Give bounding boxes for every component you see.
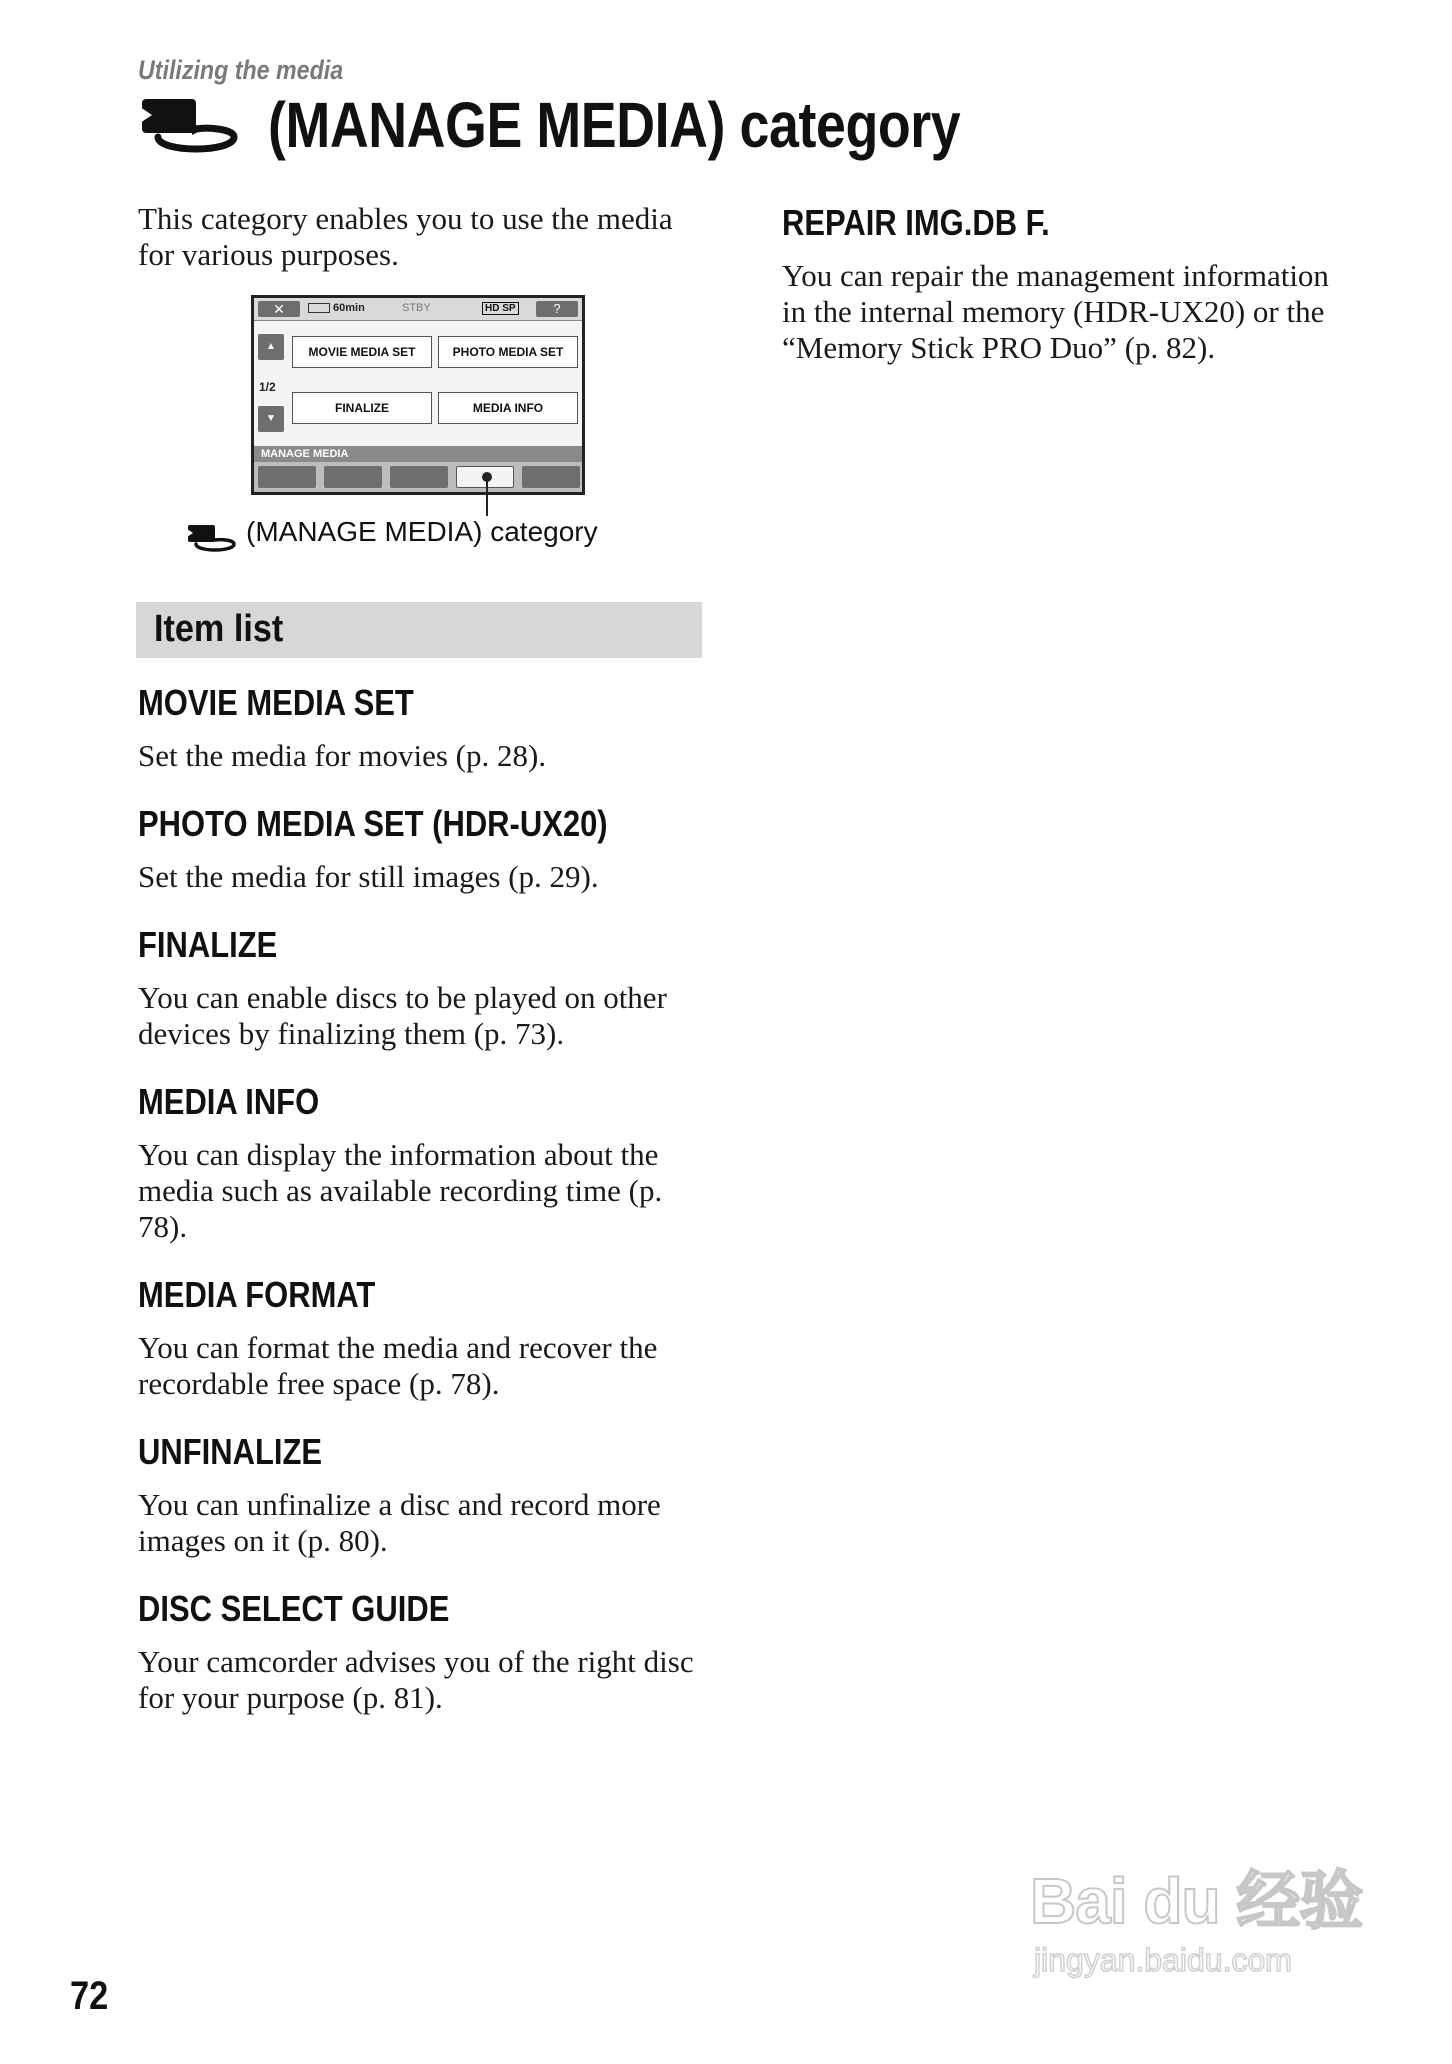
section-label: Utilizing the media xyxy=(138,55,344,85)
watermark-url: jingyan.baidu.com xyxy=(1034,1942,1292,1978)
battery-icon xyxy=(308,303,330,313)
item-text: Set the media for movies (p. 28). xyxy=(138,738,547,773)
lcd-screen xyxy=(251,295,585,495)
item-list-title: Item list xyxy=(154,608,284,650)
category-tabs xyxy=(254,462,582,492)
screen-top-bar xyxy=(254,298,582,321)
screen-caption: (MANAGE MEDIA) category xyxy=(246,516,598,547)
item-heading: PHOTO MEDIA SET (HDR-UX20) xyxy=(138,803,608,844)
item-heading: REPAIR IMG.DB F. xyxy=(782,202,1050,243)
watermark-logo: Bai du 经验 xyxy=(1030,1865,1363,1937)
manage-media-icon xyxy=(138,93,242,157)
watermark xyxy=(1030,1850,1362,1979)
item-text: Set the media for still images (p. 29). xyxy=(138,859,599,894)
item-text: You can enable discs to be played on other devices by finalizing them (p. 73). xyxy=(138,980,667,1051)
page-title: (MANAGE MEDIA) category xyxy=(268,89,961,161)
page-title-row xyxy=(138,88,1092,162)
intro-text: This category enables you to use the media for various purposes. xyxy=(138,201,673,272)
page-number: 72 xyxy=(70,1974,109,2018)
manage-media-icon-small xyxy=(186,522,238,554)
close-button[interactable]: ✕ xyxy=(258,301,300,317)
page-indicator: 1/2 xyxy=(259,380,276,394)
item-text: Your camcorder advises you of the right disc for your purpose (p. 81). xyxy=(138,1644,694,1715)
item-text: You can display the information about the media such as available recording time (p. 78). xyxy=(138,1137,663,1244)
camera-tab-icon[interactable] xyxy=(258,466,316,488)
item-text: You can unfinalize a disc and record more images on it (p. 80). xyxy=(138,1487,661,1558)
scroll-up-button[interactable]: ▲ xyxy=(258,334,284,360)
item-text: You can repair the management information in the internal memory (HDR-UX20) or the “Memory Stick PRO Duo” (p. 82). xyxy=(782,258,1329,365)
status-text: STBY xyxy=(402,302,431,314)
callout-dot xyxy=(482,472,492,482)
settings-tab-icon[interactable] xyxy=(522,466,580,488)
category-bar: MANAGE MEDIA xyxy=(254,446,582,462)
callout-line xyxy=(486,476,488,516)
quality-badge: HD SP xyxy=(482,302,519,315)
item-heading: MOVIE MEDIA SET xyxy=(138,682,414,723)
photo-media-set-button[interactable]: PHOTO MEDIA SET xyxy=(438,336,578,368)
edit-tab-icon[interactable] xyxy=(390,466,448,488)
help-button[interactable]: ? xyxy=(536,301,578,317)
finalize-button[interactable]: FINALIZE xyxy=(292,392,432,424)
item-heading: MEDIA INFO xyxy=(138,1081,320,1122)
item-text: You can format the media and recover the recordable free space (p. 78). xyxy=(138,1330,658,1401)
item-heading: MEDIA FORMAT xyxy=(138,1274,376,1315)
item-heading: UNFINALIZE xyxy=(138,1431,323,1472)
battery-time: 60min xyxy=(333,302,365,314)
item-list-header xyxy=(136,602,702,658)
playback-tab-icon[interactable] xyxy=(324,466,382,488)
media-info-button[interactable]: MEDIA INFO xyxy=(438,392,578,424)
movie-media-set-button[interactable]: MOVIE MEDIA SET xyxy=(292,336,432,368)
scroll-down-button[interactable]: ▼ xyxy=(258,406,284,432)
item-heading: FINALIZE xyxy=(138,924,278,965)
item-heading: DISC SELECT GUIDE xyxy=(138,1588,450,1629)
